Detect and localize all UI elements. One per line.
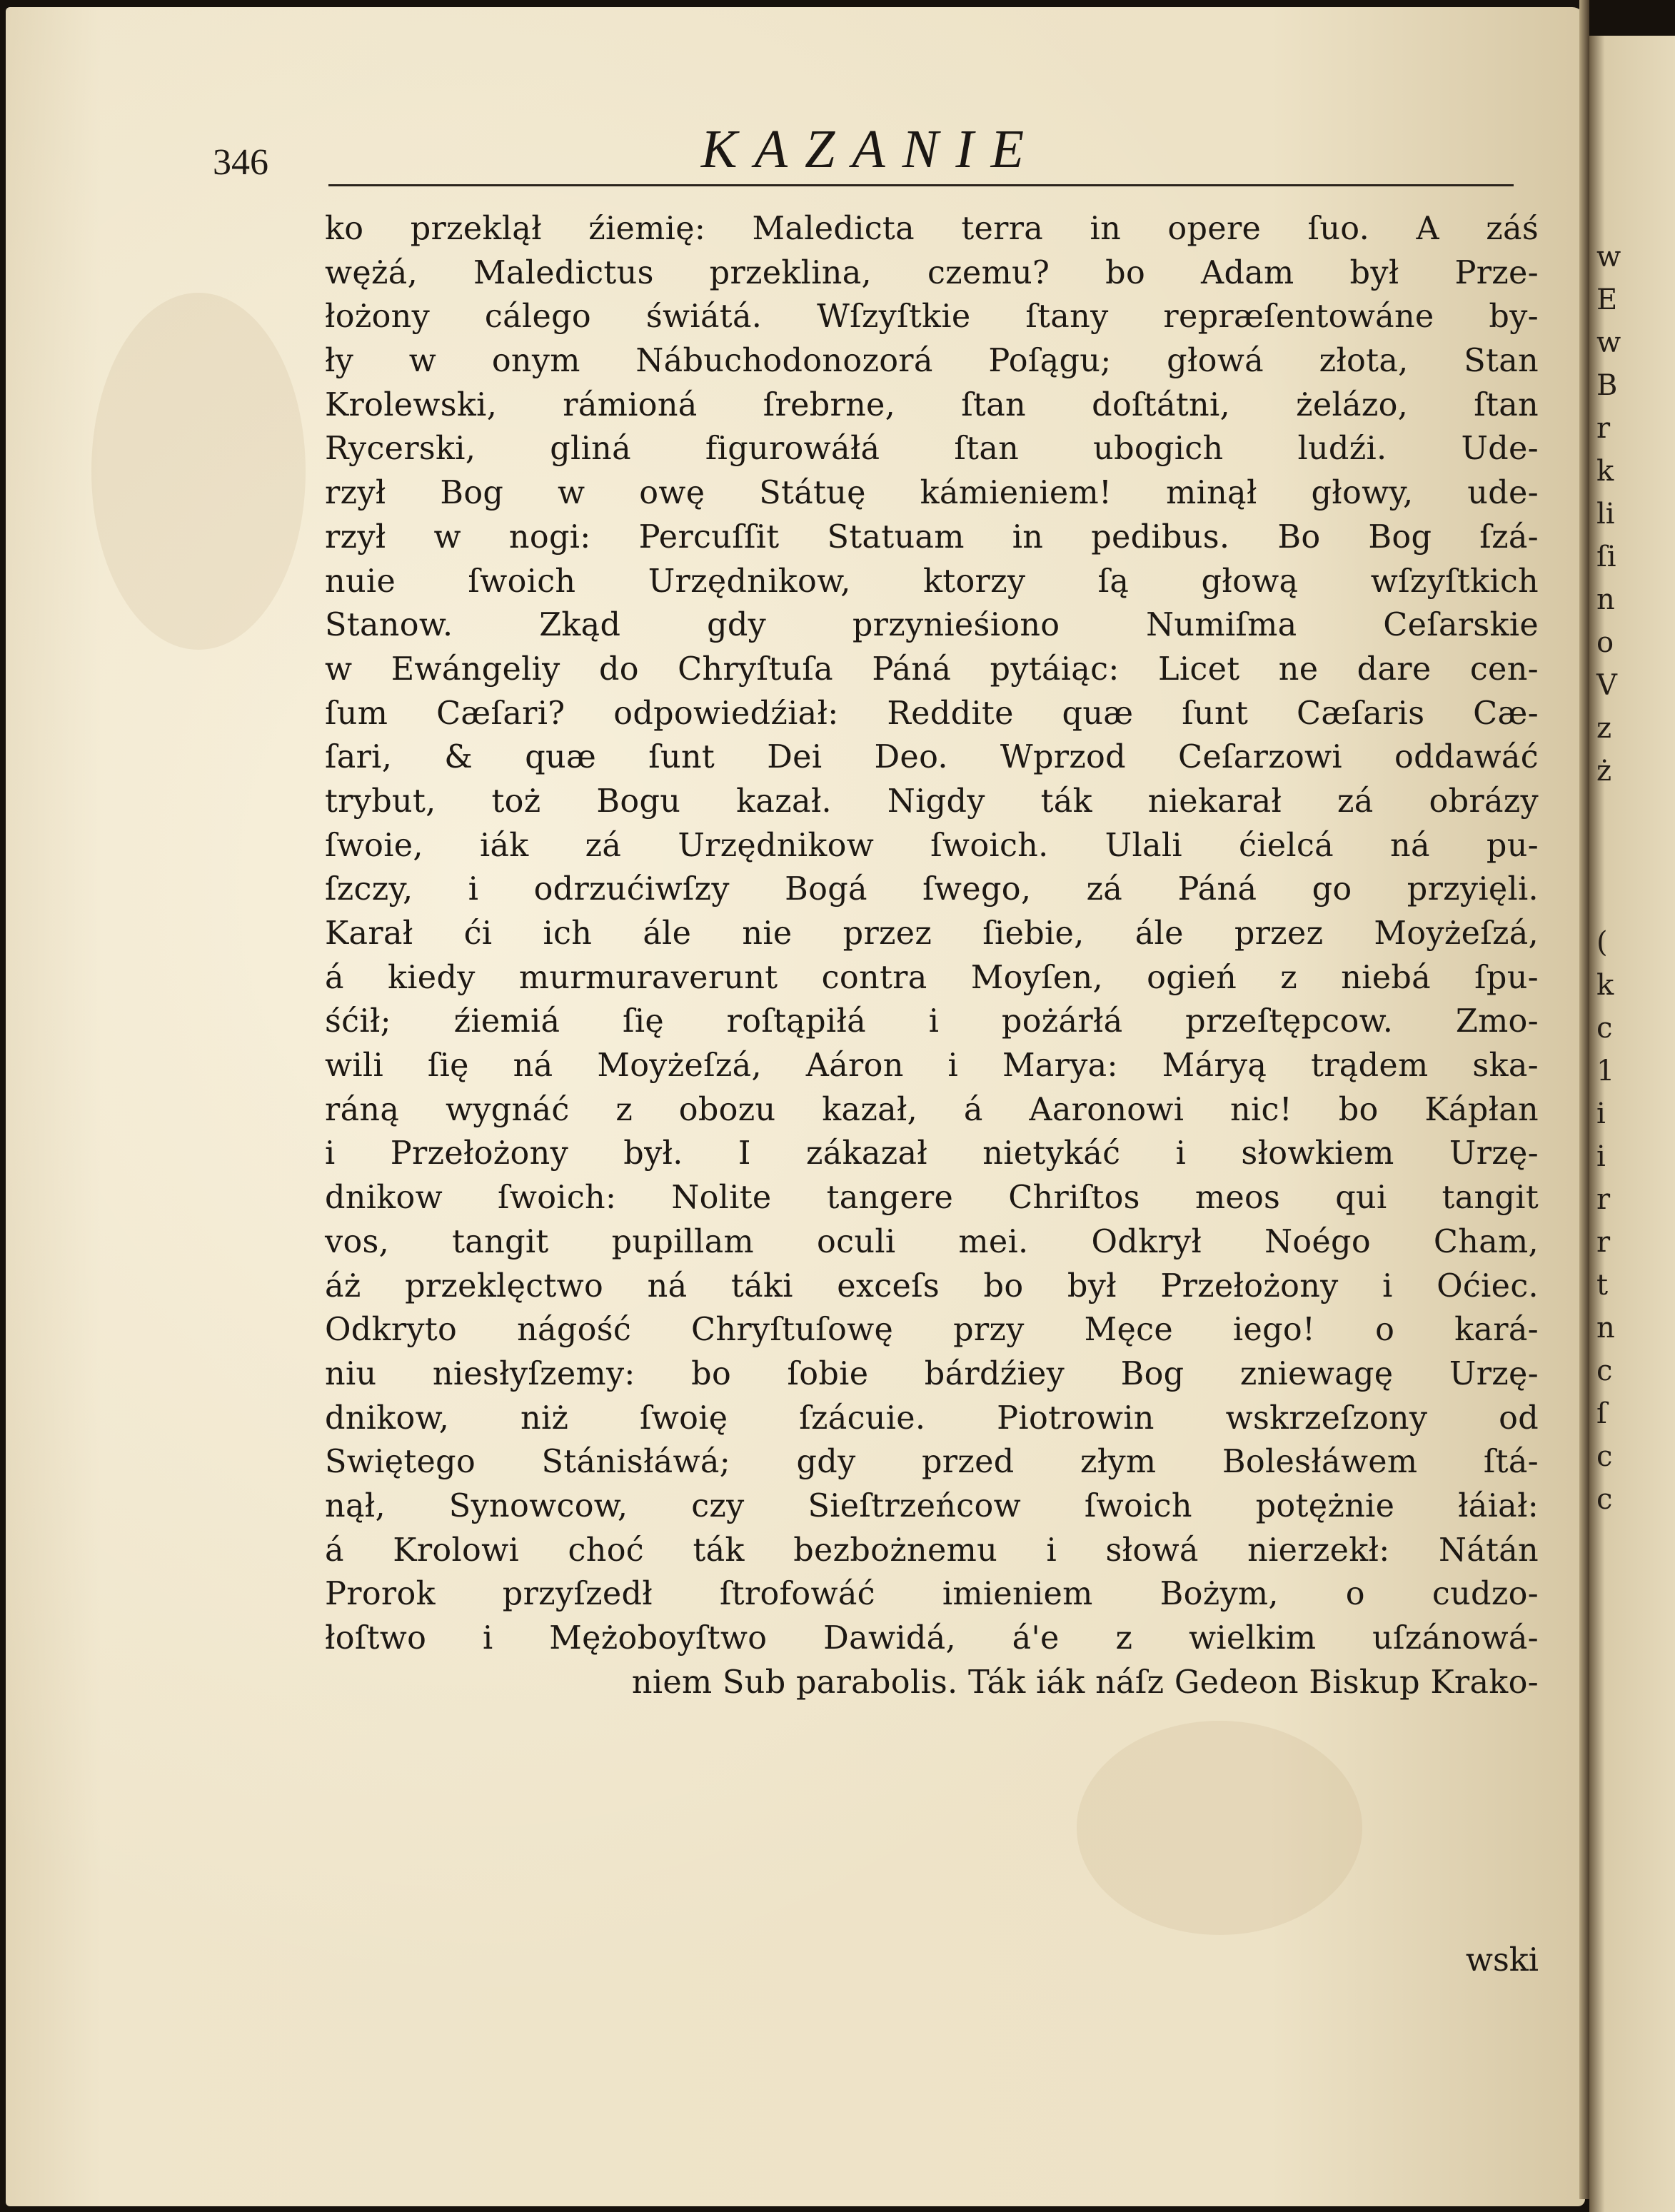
text-line: ſari, & quæ ſunt Dei Deo. Wprzod Ceſarzowi oddawáć [325,739,1539,776]
margin-fragment: r [1596,412,1611,445]
text-line: á kiedy murmuraverunt contra Moyſen, ogień z niebá ſpu- [325,959,1539,996]
page-edge [1579,0,1589,2199]
header-rule [328,184,1514,186]
text-line: łożony cálego świátá. Wſzyſtkie ſtany repræſentowáne by- [325,298,1539,336]
text-line: Swiętego Stánisłáwá; gdy przed złym Bolesłáwem ſtá- [325,1444,1539,1481]
margin-fragment [1596,878,1668,921]
margin-fragment: li [1596,498,1615,531]
text-line: Krolewski, rámioná ſrebrne, ſtan doſtátni, żelázo, ſtan [325,386,1539,423]
text-line: ſzczy, i odrzućiwſzy Bogá ſwego, zá Páná go przyięli. [325,871,1539,908]
text-line: ły w onym Nábuchodonozorá Poſągu; głowá złota, Stan [325,343,1539,380]
text-line: dnikow ſwoich: Nolite tangere Chriſtos meos qui tangit [325,1180,1539,1217]
paper-stain [91,293,306,650]
text-line: śćił; źiemiá ſię roſtąpiłá i pożárłá przeſtępcow. Zmo- [325,1003,1539,1040]
margin-fragment: i [1596,1140,1606,1173]
margin-fragment: ſi [1596,541,1616,573]
margin-fragment: V [1596,669,1617,702]
margin-fragment [1596,793,1668,835]
text-line: niem Sub parabolis. Ták iák náſz Gedeon Biskup Krako- [631,1664,1539,1701]
margin-fragment: k [1596,455,1614,488]
margin-fragment: o [1596,626,1614,659]
margin-fragment: w [1596,241,1621,273]
paper-stain [1077,1721,1362,1935]
body-text [325,207,1539,1704]
text-line: Karał ći ich ále nie przez ſiebie, ále przez Moyżeſzá, [325,915,1539,952]
margin-fragment: w [1596,326,1621,359]
margin-fragment: c [1596,1012,1613,1045]
text-line: Odkryto nágość Chryſtuſowę przy Męce iego! o kará- [325,1312,1539,1349]
text-line: áż przeklęctwo ná táki exceſs bo był Przełożony i Oćiec. [325,1267,1539,1304]
catchword: wski [1465,1942,1539,1979]
margin-fragment: i [1596,1097,1606,1130]
margin-fragment: r [1596,1183,1611,1216]
text-line: niu niesłyſzemy: bo ſobie bárdźiey Bog zniewagę Urzę- [325,1355,1539,1392]
text-line: dnikow, niż ſwoię ſzácuie. Piotrowin wskrzeſzony od [325,1399,1539,1437]
text-line: Prorok przyſzedł ſtrofowáć imieniem Bożym, o cudzo- [325,1576,1539,1613]
margin-fragment: 1 [1596,1055,1615,1087]
text-line: i Przełożony był. I zákazał nietykáć i słowkiem Urzę- [325,1135,1539,1172]
text-line: wężá, Maledictus przeklina, czemu? bo Adam był Prze- [325,254,1539,291]
margin-fragment: c [1596,1354,1613,1387]
margin-fragment: E [1596,283,1618,316]
margin-fragment: n [1596,1312,1615,1344]
margin-fragment: c [1596,1440,1613,1473]
text-line: trybut, toż Bogu kazał. Nigdy ták niekarał zá obrázy [325,783,1539,820]
text-line: nuie ſwoich Urzędnikow, ktorzy ſą głową wſzyſtkich [325,563,1539,600]
text-line: rzył w nogi: Percuſſit Statuam in pedibus. Bo Bog ſzá- [325,518,1539,555]
text-line: Rycerski, gliná figurowáłá ſtan ubogich ludźi. Ude- [325,431,1539,468]
margin-fragment [1596,1521,1668,1564]
text-line: ko przeklął źiemię: Maledicta terra in opere ſuo. A záś [325,211,1539,247]
page-number: 346 [213,142,268,183]
text-line: Stanow. Zkąd gdy przynieśiono Numiſma Ceſarskie [325,607,1539,644]
running-title: KAZANIE [700,119,1042,179]
margin-fragment: n [1596,583,1615,616]
page-header [200,107,1542,193]
text-line: ſwoie, iák zá Urzędnikow ſwoich. Ulali ćielcá ná pu- [325,827,1539,864]
margin-fragment: k [1596,969,1614,1002]
margin-fragment: t [1596,1269,1609,1302]
margin-fragment: z [1596,712,1612,745]
adjacent-page-edge [1589,36,1675,2212]
margin-fragment [1596,835,1668,878]
text-line: á Krolowi choć ták bezbożnemu i słowá nierzekł: Nátán [325,1532,1539,1569]
text-line: vos, tangit pupillam oculi mei. Odkrył Noégo Cham, [325,1223,1539,1260]
margin-fragment: ż [1596,755,1612,788]
margin-fragment: r [1596,1226,1611,1259]
margin-fragment: ſ [1596,1397,1607,1430]
text-line: łoſtwo i Mężoboyſtwo Dawidá, á'e z wielkim uſzánowá- [325,1620,1539,1657]
margin-fragment: B [1596,369,1618,402]
text-line: wili ſię ná Moyżeſzá, Aáron i Marya: Máryą trądem ska- [325,1047,1539,1085]
margin-fragment: c [1596,1483,1613,1516]
margin-fragment [1596,1564,1668,1607]
text-line: ráną wygnáć z obozu kazał, á Aaronowi nic! bo Kápłan [325,1091,1539,1128]
text-line: nął, Synowcow, czy Sieſtrzeńcow ſwoich potężnie łáiał: [325,1487,1539,1524]
text-line: ſum Cæſari? odpowiedźiał: Reddite quæ ſunt Cæſaris Cæ- [325,695,1539,732]
text-line: w Ewángeliy do Chryſtuſa Páná pytáiąc: Licet ne dare cen- [325,650,1539,688]
adjacent-page-margin-text [1596,236,1668,1607]
margin-fragment: ( [1596,926,1608,959]
text-line: rzył Bog w owę Státuę kámieniem! minął głowy, ude- [325,475,1539,512]
